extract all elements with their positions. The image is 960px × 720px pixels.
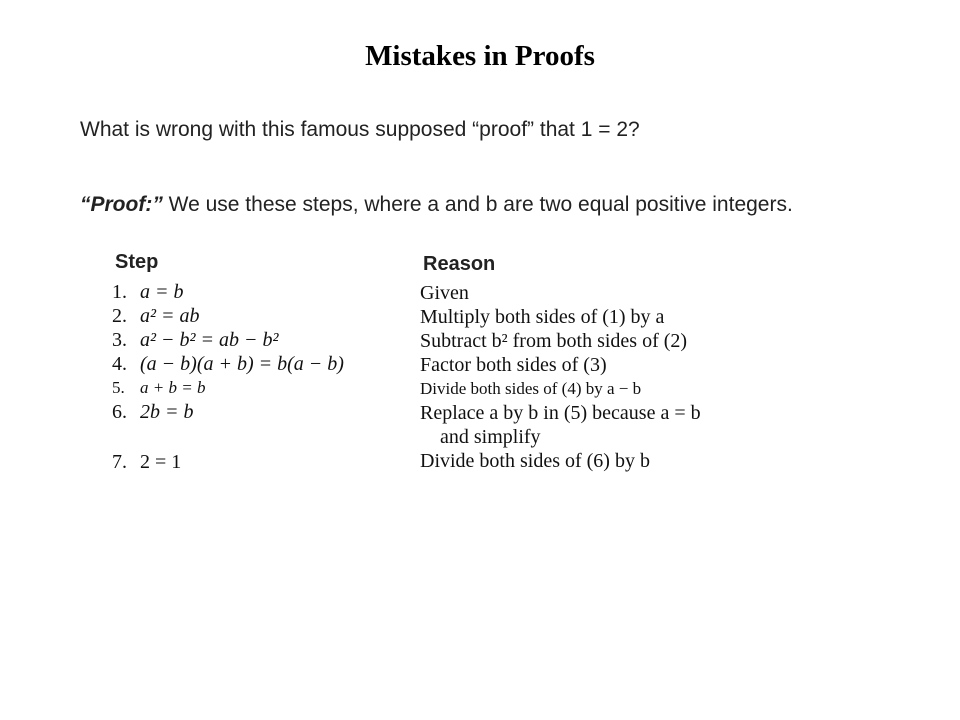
reason-text: Replace a by b in (5) because a = b xyxy=(420,402,701,424)
step-expression: a² = ab xyxy=(140,305,200,327)
step-row xyxy=(112,400,344,424)
step-row xyxy=(112,450,344,474)
step-number: 3. xyxy=(112,329,127,351)
proof-intro xyxy=(80,193,793,217)
step-expression: a + b = b xyxy=(140,378,206,397)
step-number: 4. xyxy=(112,353,127,375)
step-row xyxy=(112,328,344,352)
step-number: 2. xyxy=(112,305,127,327)
reason-row: Divide both sides of (4) by a − b xyxy=(420,379,642,398)
step-number: 6. xyxy=(112,401,127,423)
step-expression: a = b xyxy=(140,281,184,303)
proof-lead: “Proof:” xyxy=(80,193,163,216)
reason-header: Reason xyxy=(423,253,496,275)
reason-row: Given xyxy=(420,282,469,304)
page-title: Mistakes in Proofs xyxy=(365,40,595,72)
reason-row xyxy=(420,401,701,449)
proof-text: We use these steps, where a and b are two equal positive integers. xyxy=(162,193,793,216)
step-row xyxy=(112,352,344,376)
step-row xyxy=(112,304,344,328)
step-row xyxy=(112,280,344,304)
reason-row: Factor both sides of (3) xyxy=(420,354,607,376)
step-number: 7. xyxy=(112,451,127,473)
question-text: What is wrong with this famous supposed “proof” that 1 = 2? xyxy=(80,118,640,141)
step-number: 1. xyxy=(112,281,127,303)
step-row xyxy=(112,376,344,400)
reason-row: Multiply both sides of (1) by a xyxy=(420,306,665,328)
step-number: 5. xyxy=(112,378,125,397)
reasons-column xyxy=(420,281,701,473)
reason-continuation: and simplify xyxy=(440,426,541,448)
step-expression: a² − b² = ab − b² xyxy=(140,329,279,351)
step-expression: 2b = b xyxy=(140,401,194,423)
reason-row: Divide both sides of (6) by b xyxy=(420,450,650,472)
reason-row: Subtract b² from both sides of (2) xyxy=(420,330,688,352)
step-expression: 2 = 1 xyxy=(140,451,182,473)
step-header: Step xyxy=(115,251,159,273)
step-expression: (a − b)(a + b) = b(a − b) xyxy=(140,353,344,375)
steps-column xyxy=(112,280,344,474)
